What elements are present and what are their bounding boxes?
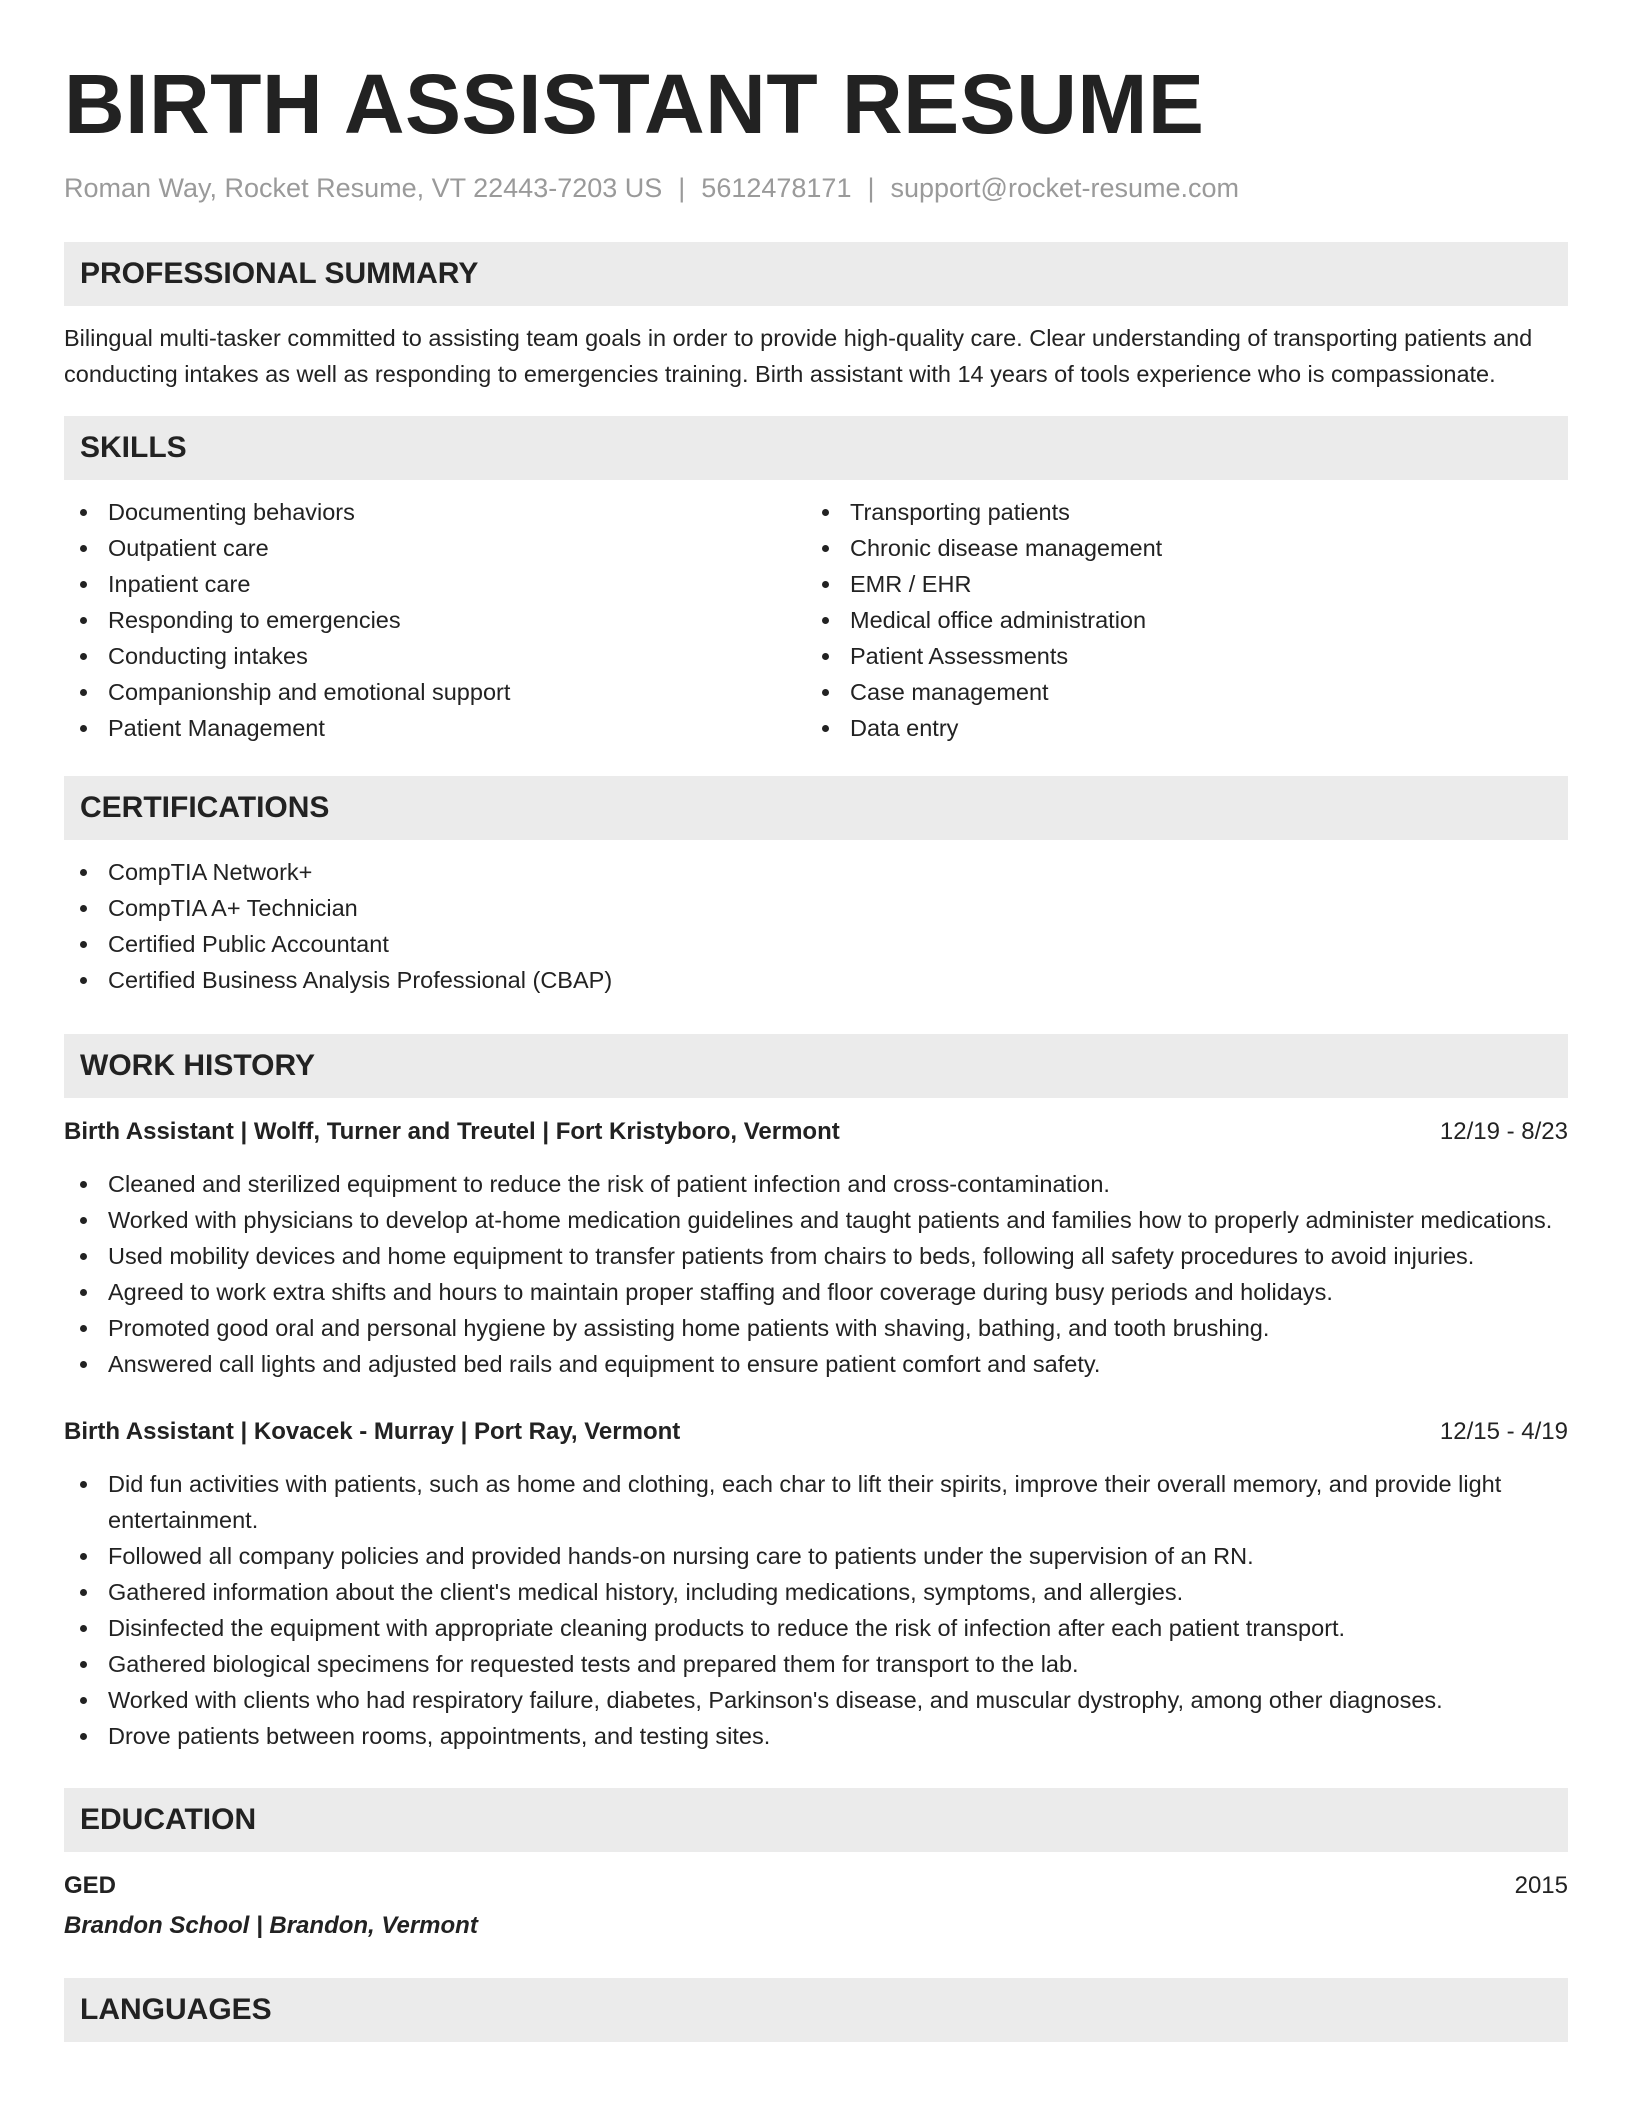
contact-phone: 5612478171: [701, 173, 852, 203]
resume-title: BIRTH ASSISTANT RESUME: [64, 57, 1205, 151]
job-bullets: [64, 1166, 1568, 1382]
job-bullet: Answered call lights and adjusted bed rails and equipment to ensure patient comfort and safety.: [64, 1346, 1568, 1382]
skills-list-right: [806, 494, 1548, 746]
job-bullet: Followed all company policies and provided hands-on nursing care to patients under the supervision of an RN.: [64, 1538, 1568, 1574]
certifications-list: [64, 854, 1568, 998]
education-heading: [64, 1868, 1568, 1904]
section-header-work-history: WORK HISTORY: [64, 1034, 1568, 1098]
skill-item: Patient Assessments: [806, 638, 1548, 674]
skill-item: Case management: [806, 674, 1548, 710]
job-dates: 12/15 - 4/19: [1439, 1418, 1568, 1445]
job-bullet: Worked with clients who had respiratory failure, diabetes, Parkinson's disease, and muscular dystrophy, among other diagnoses.: [64, 1682, 1568, 1718]
job-bullet: Used mobility devices and home equipment to transfer patients from chairs to beds, following all safety procedures to avoid injuries.: [64, 1238, 1568, 1274]
job-bullets: [64, 1466, 1568, 1754]
skill-item: Documenting behaviors: [64, 494, 806, 530]
job-bullet: Gathered biological specimens for requested tests and prepared them for transport to the lab.: [64, 1646, 1568, 1682]
job-bullet: Promoted good oral and personal hygiene by assisting home patients with shaving, bathing, and tooth brushing.: [64, 1310, 1568, 1346]
job-title: Birth Assistant | Kovacek - Murray | Port Ray, Vermont: [64, 1418, 681, 1445]
contact-line: [64, 170, 1568, 206]
section-header-languages: LANGUAGES: [64, 1978, 1568, 2042]
contact-separator: |: [678, 173, 686, 203]
section-header-skills: SKILLS: [64, 416, 1568, 480]
job-bullet: Disinfected the equipment with appropriate cleaning products to reduce the risk of infection after each patient transport.: [64, 1610, 1568, 1646]
job-bullet: Worked with physicians to develop at-home medication guidelines and taught patients and families how to properly administer medications.: [64, 1202, 1568, 1238]
summary-text: Bilingual multi-tasker committed to assisting team goals in order to provide high-quality care. Clear understanding of transporting patients and conducting intakes as well as responding to emergencies training. Birth assistant with 14 years of tools experience who is compassionate.: [64, 325, 1533, 387]
skills-list-left: [64, 494, 806, 746]
job-bullet: Gathered information about the client's medical history, including medications, symptoms, and allergies.: [64, 1574, 1568, 1610]
job-bullet: Drove patients between rooms, appointments, and testing sites.: [64, 1718, 1568, 1754]
skill-item: Responding to emergencies: [64, 602, 806, 638]
education-degree: GED: [64, 1872, 117, 1899]
skill-item: Outpatient care: [64, 530, 806, 566]
contact-separator: |: [867, 173, 875, 203]
section-header-summary: PROFESSIONAL SUMMARY: [64, 242, 1568, 306]
job-bullet: Did fun activities with patients, such as home and clothing, each char to lift their spirits, improve their overall memory, and provide light entertainment.: [64, 1466, 1568, 1538]
skill-item: Patient Management: [64, 710, 806, 746]
contact-address: Roman Way, Rocket Resume, VT 22443-7203 US: [64, 173, 663, 203]
job-bullet: Agreed to work extra shifts and hours to maintain proper staffing and floor coverage during busy periods and holidays.: [64, 1274, 1568, 1310]
education-year: 2015: [1514, 1872, 1568, 1899]
job-title: Birth Assistant | Wolff, Turner and Treutel | Fort Kristyboro, Vermont: [64, 1118, 840, 1145]
skills-grid: [64, 494, 1568, 746]
contact-email: support@rocket-resume.com: [890, 173, 1240, 203]
certification-item: CompTIA A+ Technician: [64, 890, 1568, 926]
certification-item: Certified Business Analysis Professional (CBAP): [64, 962, 1568, 998]
section-header-education: EDUCATION: [64, 1788, 1568, 1852]
job-heading: [64, 1114, 1568, 1150]
skill-item: Medical office administration: [806, 602, 1548, 638]
education-school: Brandon School | Brandon, Vermont: [64, 1912, 478, 1939]
job-dates: 12/19 - 8/23: [1439, 1118, 1568, 1145]
skill-item: Conducting intakes: [64, 638, 806, 674]
skill-item: Inpatient care: [64, 566, 806, 602]
skill-item: Companionship and emotional support: [64, 674, 806, 710]
certification-item: Certified Public Accountant: [64, 926, 1568, 962]
skill-item: Transporting patients: [806, 494, 1548, 530]
skill-item: Data entry: [806, 710, 1548, 746]
skill-item: Chronic disease management: [806, 530, 1548, 566]
job-heading: [64, 1414, 1568, 1450]
job-bullet: Cleaned and sterilized equipment to reduce the risk of patient infection and cross-contamination.: [64, 1166, 1568, 1202]
section-header-certifications: CERTIFICATIONS: [64, 776, 1568, 840]
certification-item: CompTIA Network+: [64, 854, 1568, 890]
skill-item: EMR / EHR: [806, 566, 1548, 602]
